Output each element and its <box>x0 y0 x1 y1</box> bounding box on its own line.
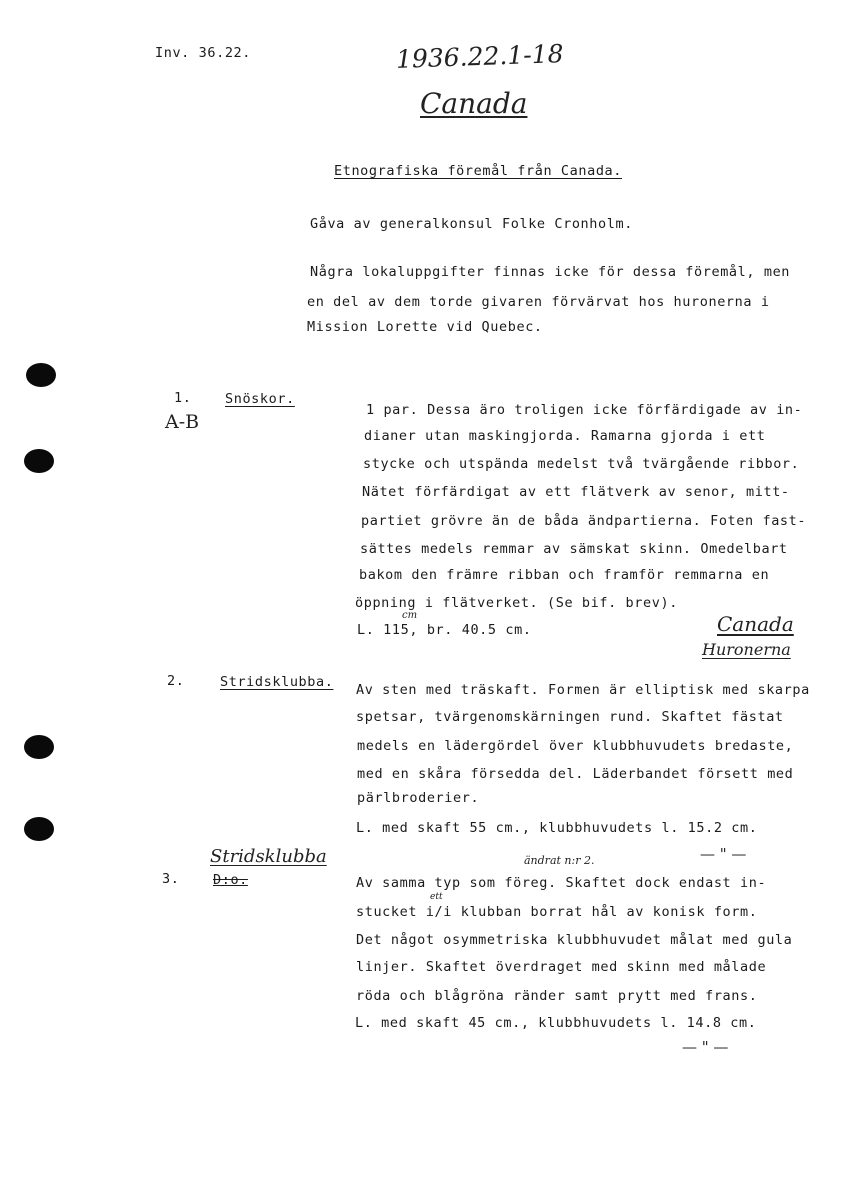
handwritten-insert: ett <box>430 892 443 902</box>
handwritten-ditto-mark: — " — <box>682 1038 729 1056</box>
punch-hole <box>24 735 54 759</box>
handwritten-country: Canada <box>420 87 528 120</box>
intro-line: en del av dem torde givaren förvärvat hos huronerna i <box>307 294 770 310</box>
intro-line: Mission Lorette vid Quebec. <box>307 319 543 335</box>
item-line: sättes medels remmar av sämskat skinn. Omedelbart <box>360 541 788 557</box>
item-number: 2. <box>167 673 185 689</box>
item-name: Stridsklubba. <box>220 674 334 690</box>
handwritten-note: Canada <box>717 612 794 636</box>
item-line: L. 115, br. 40.5 cm. <box>357 622 532 638</box>
handwritten-annotation: cm <box>402 610 418 621</box>
item-line: Av samma typ som föreg. Skaftet dock endast in- <box>356 875 767 891</box>
handwritten-catalog-number: 1936.22.1-18 <box>395 39 564 74</box>
item-line: L. med skaft 55 cm., klubbhuvudets l. 15.2 cm. <box>356 820 758 836</box>
item-line: med en skåra försedda del. Läderbandet försett med <box>357 766 794 782</box>
document-title: Etnografiska föremål från Canada. <box>334 163 623 179</box>
punch-hole <box>24 817 54 841</box>
handwritten-annotation: ändrat n:r 2. <box>524 854 595 867</box>
item-line: pärlbroderier. <box>357 790 480 806</box>
item-line: Nätet förfärdigat av ett flätverk av senor, mitt- <box>362 484 790 500</box>
item-line: öppning i flätverket. (Se bif. brev). <box>355 595 678 611</box>
item-line: Det något osymmetriska klubbhuvudet målat med gula <box>356 932 793 948</box>
item-line: 1 par. Dessa äro troligen icke förfärdigade av in- <box>366 402 803 418</box>
item-name: Snöskor. <box>225 391 295 407</box>
item-line: spetsar, tvärgenomskärningen rund. Skaftet fästat <box>356 709 784 725</box>
item-line: Av sten med träskaft. Formen är elliptisk med skarpa <box>356 682 810 698</box>
item-line: L. med skaft 45 cm., klubbhuvudets l. 14.8 cm. <box>355 1015 757 1031</box>
item-line: stycke och utspända medelst två tvärgående ribbor. <box>363 456 800 472</box>
item-line: dianer utan maskingjorda. Ramarna gjorda i ett <box>364 428 766 444</box>
item-line: bakom den främre ribban och framför remmarna en <box>359 567 770 583</box>
item-line: medels en lädergördel över klubbhuvudets bredaste, <box>357 738 794 754</box>
item-number: 3. <box>162 871 180 887</box>
item-line: linjer. Skaftet överdraget med skinn med målade <box>356 959 767 975</box>
item-number: 1. <box>174 390 192 406</box>
punch-hole <box>24 449 54 473</box>
handwritten-ditto-mark: — " — <box>700 845 747 863</box>
donor-line: Gåva av generalkonsul Folke Cronholm. <box>310 216 633 232</box>
handwritten-item-name: Stridsklubba <box>210 846 327 867</box>
item-line: partiet grövre än de båda ändpartierna. Foten fast- <box>361 513 807 529</box>
item-name-struck: D:o. <box>213 872 248 888</box>
handwritten-note: Huronerna <box>702 640 791 659</box>
intro-line: Några lokaluppgifter finnas icke för dessa föremål, men <box>310 264 791 280</box>
item-line: stucket i/i klubban borrat hål av konisk form. <box>356 904 758 920</box>
handwritten-item-sub: A-B <box>165 411 200 433</box>
item-line: röda och blågröna ränder samt prytt med frans. <box>356 988 758 1004</box>
punch-hole <box>26 363 56 387</box>
inventory-number: Inv. 36.22. <box>155 45 252 61</box>
